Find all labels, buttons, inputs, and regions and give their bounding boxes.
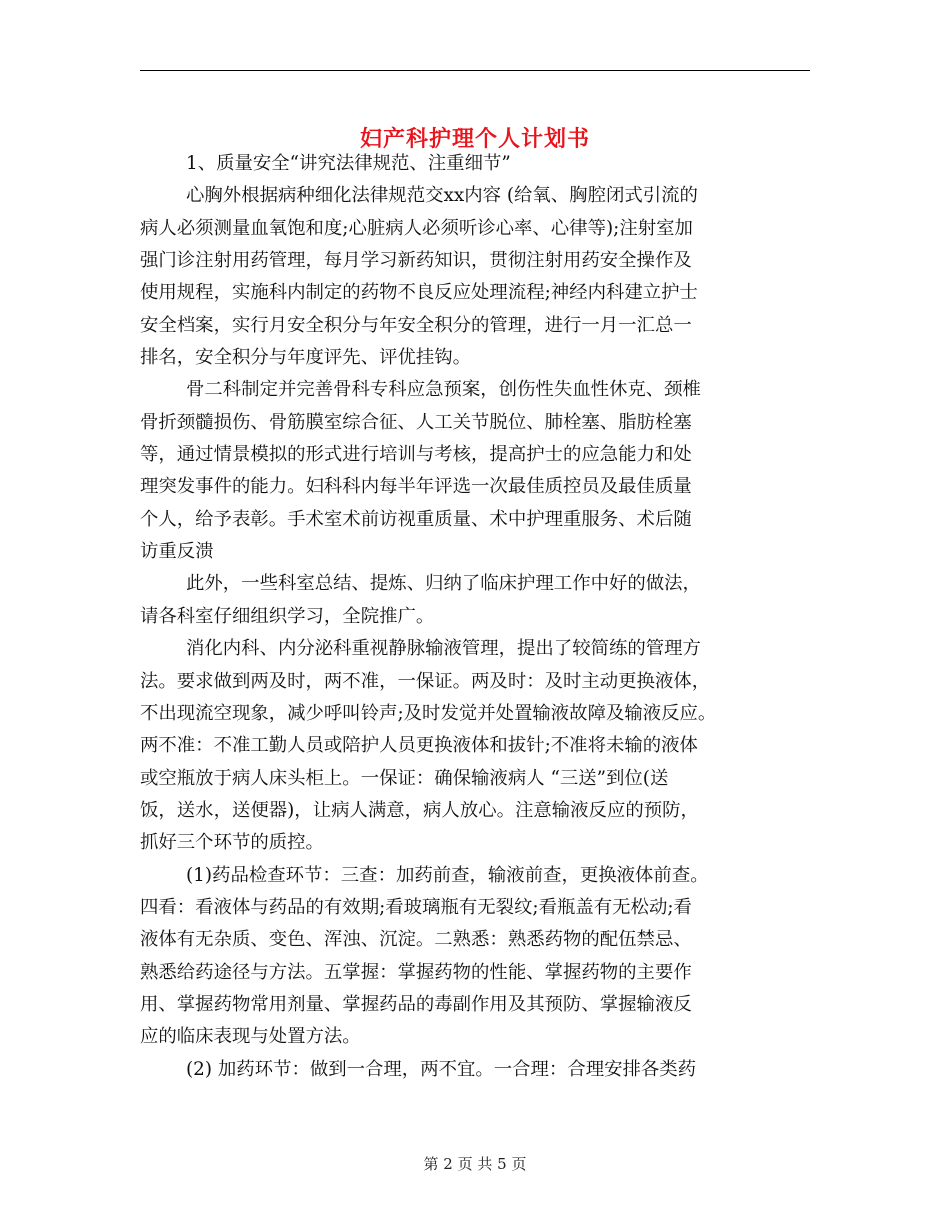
section-heading: 1、质量安全“讲究法律规范、注重细节”	[186, 153, 511, 174]
text-line: 液体有无杂质、变色、浑浊、沉淀。二熟悉：熟悉药物的配伍禁忌、	[140, 929, 692, 951]
text-line: 理突发事件的能力。妇科科内每半年评选一次最佳质控员及最佳质量	[140, 476, 692, 498]
text-line: 等，通过情景模拟的形式进行培训与考核，提高护士的应急能力和处	[140, 444, 692, 466]
text-line: 两不准：不准工勤人员或陪护人员更换液体和拔针;不准将未输的液体	[140, 735, 698, 757]
document-body	[140, 148, 815, 1086]
text-line: 请各科室仔细组织学习，全院推广。	[140, 605, 435, 627]
text-line: 使用规程，实施科内制定的药物不良反应处理流程;神经内科建立护士	[140, 282, 698, 304]
text-line: (2) 加药环节：做到一合理，两不宜。一合理：合理安排各类药	[186, 1058, 697, 1080]
text-line: (1)药品检查环节：三查：加药前查，输液前查，更换液体前查。	[186, 864, 709, 886]
text-line: 用、掌握药物常用剂量、掌握药品的毒副作用及其预防、掌握输液反	[140, 993, 692, 1015]
text-line: 骨二科制定并完善骨科专科应急预案，创伤性失血性休克、颈椎	[186, 379, 701, 401]
header-rule	[140, 70, 810, 71]
page-footer: 第 2 页 共 5 页	[423, 1155, 527, 1173]
text-line: 心胸外根据病种细化法律规范交xx内容 (给氧、胸腔闭式引流的	[186, 185, 698, 207]
text-line: 病人必须测量血氧饱和度;心脏病人必须听诊心率、心律等);注射室加	[140, 217, 693, 239]
text-line: 应的临床表现与处置方法。	[140, 1026, 361, 1048]
text-line: 熟悉给药途径与方法。五掌握：掌握药物的性能、掌握药物的主要作	[140, 961, 692, 983]
text-line: 此外，一些科室总结、提炼、归纳了临床护理工作中好的做法，	[186, 573, 701, 595]
text-line: 强门诊注射用药管理，每月学习新药知识，贯彻注射用药安全操作及	[140, 250, 692, 272]
text-line: 抓好三个环节的质控。	[140, 832, 324, 854]
text-line: 消化内科、内分泌科重视静脉输液管理，提出了较简练的管理方	[186, 638, 701, 660]
text-line: 访重反溃	[140, 541, 214, 563]
text-line: 或空瓶放于病人床头柜上。一保证：确保输液病人 “三送”到位(送	[140, 767, 669, 789]
text-line: 法。要求做到两及时，两不准，一保证。两及时：及时主动更换液体，	[140, 670, 711, 692]
text-line: 不出现流空现象，减少呼叫铃声;及时发觉并处置输液故障及输液反应。	[140, 702, 717, 724]
text-line: 排名，安全积分与年度评先、评优挂钩。	[140, 347, 472, 369]
text-line: 骨折颈髓损伤、骨筋膜室综合征、人工关节脱位、肺栓塞、脂肪栓塞	[140, 411, 692, 433]
document-title: 妇产科护理个人计划书	[359, 125, 590, 152]
text-line: 安全档案，实行月安全积分与年安全积分的管理，进行一月一汇总一	[140, 314, 692, 336]
text-line: 四看：看液体与药品的有效期;看玻璃瓶有无裂纹;看瓶盖有无松动;看	[140, 896, 692, 918]
text-line: 饭，送水，送便器)，让病人满意，病人放心。注意输液反应的预防，	[140, 799, 699, 821]
text-line: 个人，给予表彰。手术室术前访视重质量、术中护理重服务、术后随	[140, 508, 692, 530]
